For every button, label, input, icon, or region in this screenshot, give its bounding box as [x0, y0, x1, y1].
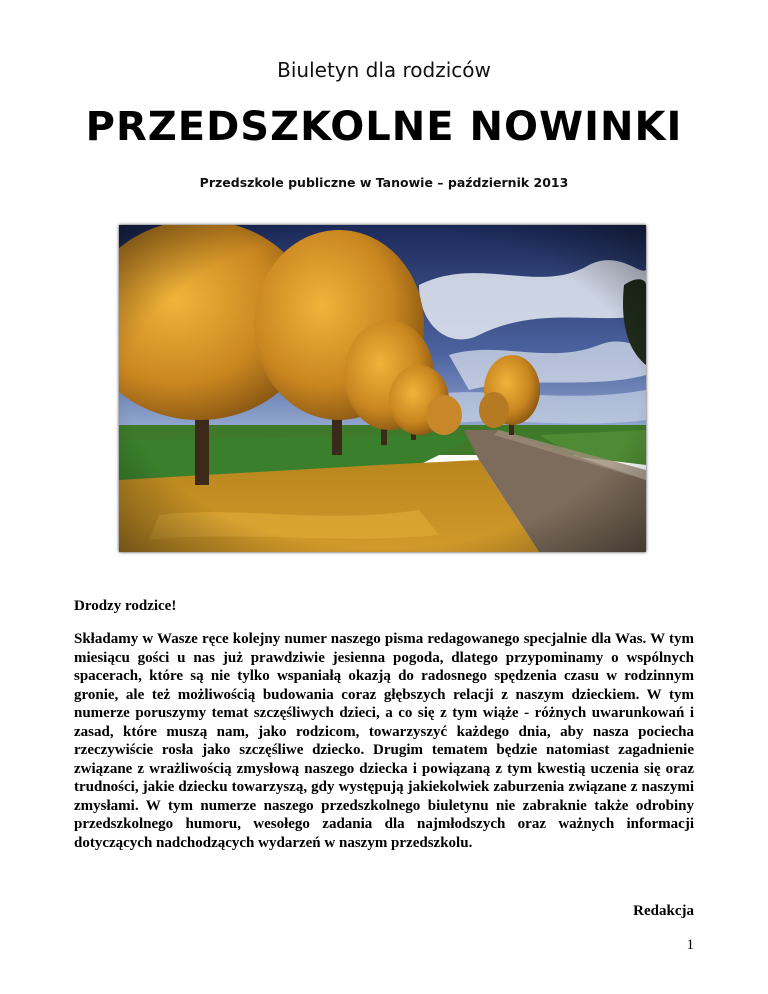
page-number: 1 [686, 937, 694, 953]
newsletter-kicker: Biuletyn dla rodziców [277, 58, 491, 82]
letter-greeting: Drodzy rodzice! [74, 598, 177, 614]
newsletter-title: PRZEDSZKOLNE NOWINKI [85, 104, 683, 150]
newsletter-subtitle: Przedszkole publiczne w Tanowie – październik 2013 [199, 175, 569, 190]
letter-body: Składamy w Wasze ręce kolejny numer naszego pisma redagowanego specjalnie dla Was. W tym miesiącu gości u nas już prawdziwie jesienna pogoda, dlatego przypominamy o wspólnych spacerach, które są nie tylko wspaniałą okazją do radosnego spędzenia czasu w rodzinnym gronie, ale też możliwością budowania coraz głębszych relacji z naszym dzieckiem. W tym numerze poruszymy temat szczęśliwych dzieci, a co się z tym wiąże - różnych uwarunkowań i zasad, które muszą nam, jako rodzicom, towarzyszyć każdego dnia, aby nasza pociecha rzeczywiście rosła jako szczęśliwe dziecko. Drugim tematem będzie natomiast zagadnienie związane z wrażliwością zmysłową naszego dziecka i powiązaną z tym kwestią uczenia się oraz trudności, jakie dziecku towarzyszą, gdy występują jakiekolwiek zaburzenia związane z naszymi zmysłami. W tym numerze naszego przedszkolnego biuletynu nie zabraknie także odrobiny przedszkolnego humoru, wesołego zadania dla najmłodszych oraz ważnych informacji dotyczących nadchodzących wydarzeń w naszym przedszkolu. [74, 631, 694, 851]
letter-signature: Redakcja [633, 903, 694, 919]
autumn-landscape-photo [119, 225, 646, 552]
